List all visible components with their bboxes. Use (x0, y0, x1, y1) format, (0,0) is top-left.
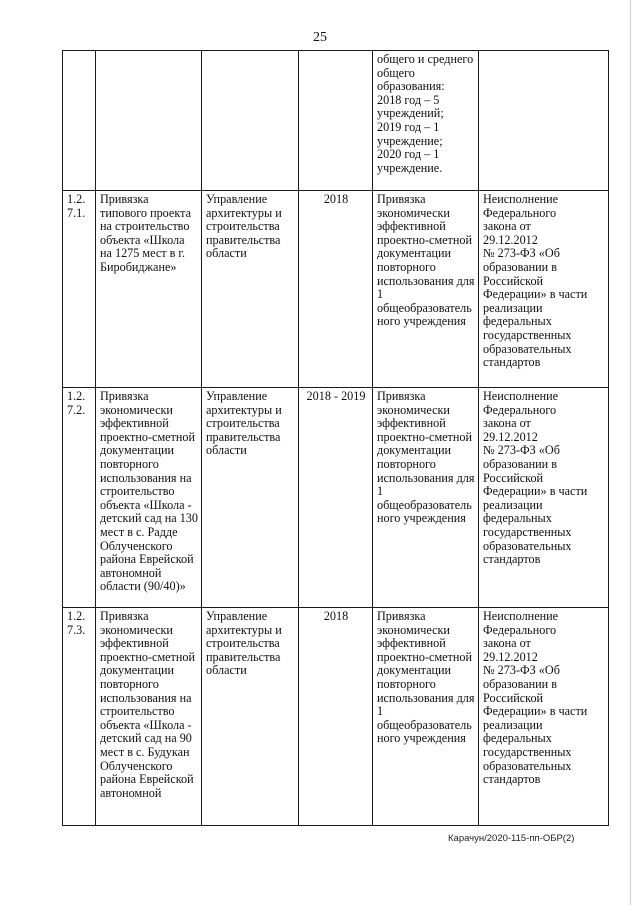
cell-consequence: Неисполнение Федерального закона от 29.12.2012 № 273-ФЗ «Об образовании в Российской Федерации» в части реализации федеральных государственных образовательных стандартов (479, 608, 609, 826)
cell-consequence: Неисполнение Федерального закона от 29.12.2012 № 273-ФЗ «Об образовании в Российской Федерации» в части реализации федеральных государственных образовательных стандартов (479, 191, 609, 388)
cell-measure-name: Привязка типового проекта на строительство объекта «Школа на 1275 мест в г. Биробиджане» (96, 191, 202, 388)
scan-edge-line (630, 0, 631, 905)
cell-years (299, 51, 373, 191)
table-row (63, 191, 609, 388)
cell-years: 2018 - 2019 (299, 388, 373, 608)
document-code: Карачун/2020-115-пп-ОБР(2) (448, 833, 575, 844)
table-row (63, 51, 609, 191)
cell-executor: Управление архитектуры и строительства правительства области (202, 608, 299, 826)
cell-consequence: Неисполнение Федерального закона от 29.12.2012 № 273-ФЗ «Об образовании в Российской Федерации» в части реализации федеральных государственных образовательных стандартов (479, 388, 609, 608)
cell-consequence (479, 51, 609, 191)
program-table (62, 50, 609, 826)
cell-measure-name (96, 51, 202, 191)
cell-number: 1.2. 7.2. (63, 388, 96, 608)
page-number: 25 (313, 30, 327, 45)
cell-years: 2018 (299, 191, 373, 388)
cell-expected-result: Привязка экономически эффективной проектно-сметной документации повторного использования для 1 общеобразователь ного учреждения (373, 191, 479, 388)
cell-executor: Управление архитектуры и строительства правительства области (202, 191, 299, 388)
cell-executor (202, 51, 299, 191)
cell-expected-result: Привязка экономически эффективной проектно-сметной документации повторного использования для 1 общеобразователь ного учреждения (373, 608, 479, 826)
table-row (63, 608, 609, 826)
cell-number: 1.2. 7.3. (63, 608, 96, 826)
table-row (63, 388, 609, 608)
cell-executor: Управление архитектуры и строительства правительства области (202, 388, 299, 608)
cell-number: 1.2. 7.1. (63, 191, 96, 388)
cell-expected-result: общего и среднего общего образования: 2018 год – 5 учреждений; 2019 год – 1 учреждение; 2020 год – 1 учреждение. (373, 51, 479, 191)
cell-measure-name: Привязка экономически эффективной проектно-сметной документации повторного использования на строительство объекта «Школа - детский сад на 90 мест в с. Будукан Облученского района Еврейской автономной (96, 608, 202, 826)
cell-number (63, 51, 96, 191)
cell-expected-result: Привязка экономически эффективной проектно-сметной документации повторного использования для 1 общеобразователь ного учреждения (373, 388, 479, 608)
cell-measure-name: Привязка экономически эффективной проектно-сметной документации повторного использования на строительство объекта «Школа - детский сад на 130 мест в с. Радде Облученского района Еврейской автономной области (90/40)» (96, 388, 202, 608)
cell-years: 2018 (299, 608, 373, 826)
